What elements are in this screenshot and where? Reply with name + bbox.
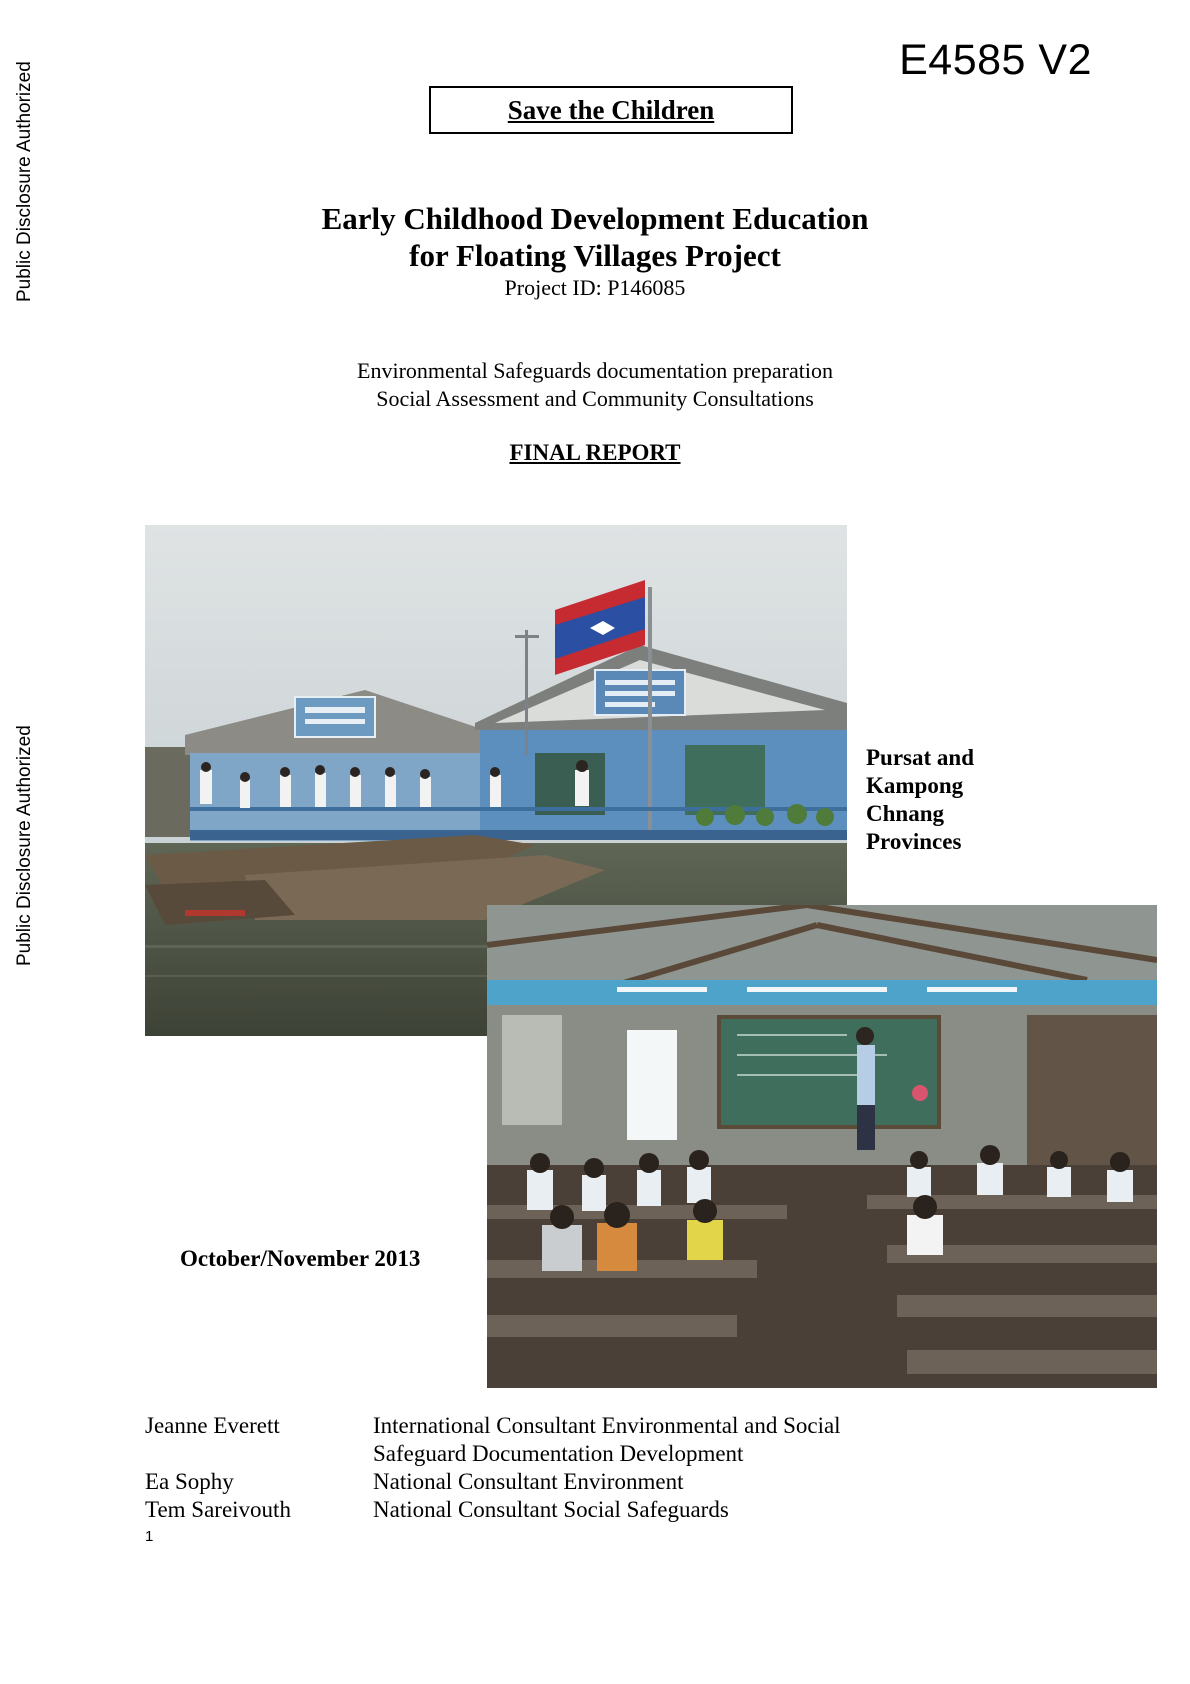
team-row [145,1468,893,1496]
document-id: E4585 V2 [899,36,1092,84]
report-title-line2: for Floating Villages Project [409,238,781,273]
team-member-name: Tem Sareivouth [145,1497,291,1522]
classroom-photo [487,905,1157,1388]
report-subtitle-line2: Social Assessment and Community Consultations [376,386,814,411]
team-member-name: Ea Sophy [145,1469,234,1494]
organization-box [429,86,793,134]
team-member-role: National Consultant Environment [373,1469,684,1494]
report-type: FINAL REPORT [509,440,681,465]
team-member-role [373,1412,893,1468]
team-list [145,1412,893,1524]
report-subtitle-line1: Environmental Safeguards documentation preparation [357,358,833,383]
disclosure-stamp-bottom-text: Public Disclosure Authorized [14,725,35,966]
disclosure-stamp-bottom [14,710,38,966]
provinces-line4: Provinces [866,829,962,854]
report-date: October/November 2013 [180,1246,421,1271]
team-member-role: National Consultant Social Safeguards [373,1497,729,1522]
provinces-line2: Kampong [866,773,964,798]
classroom-illustration [487,905,1157,1388]
team-member-role-line1: International Consultant Environmental and Social [373,1413,841,1438]
organization-name: Save the Children [507,94,715,125]
provinces-line1: Pursat and [866,745,974,770]
provinces-line3: Chnang [866,801,944,826]
provinces-label [866,744,974,856]
disclosure-stamp-top-text: Public Disclosure Authorized [14,61,35,302]
team-member-name: Jeanne Everett [145,1413,280,1438]
team-row [145,1412,893,1468]
page-number: 1 [145,1528,154,1545]
report-subtitle [0,357,1190,413]
report-title-line1: Early Childhood Development Education [321,201,869,236]
report-title [0,200,1190,274]
team-member-role-line2: Safeguard Documentation Development [373,1441,744,1466]
project-id: Project ID: P146085 [504,275,686,300]
team-row [145,1496,893,1524]
